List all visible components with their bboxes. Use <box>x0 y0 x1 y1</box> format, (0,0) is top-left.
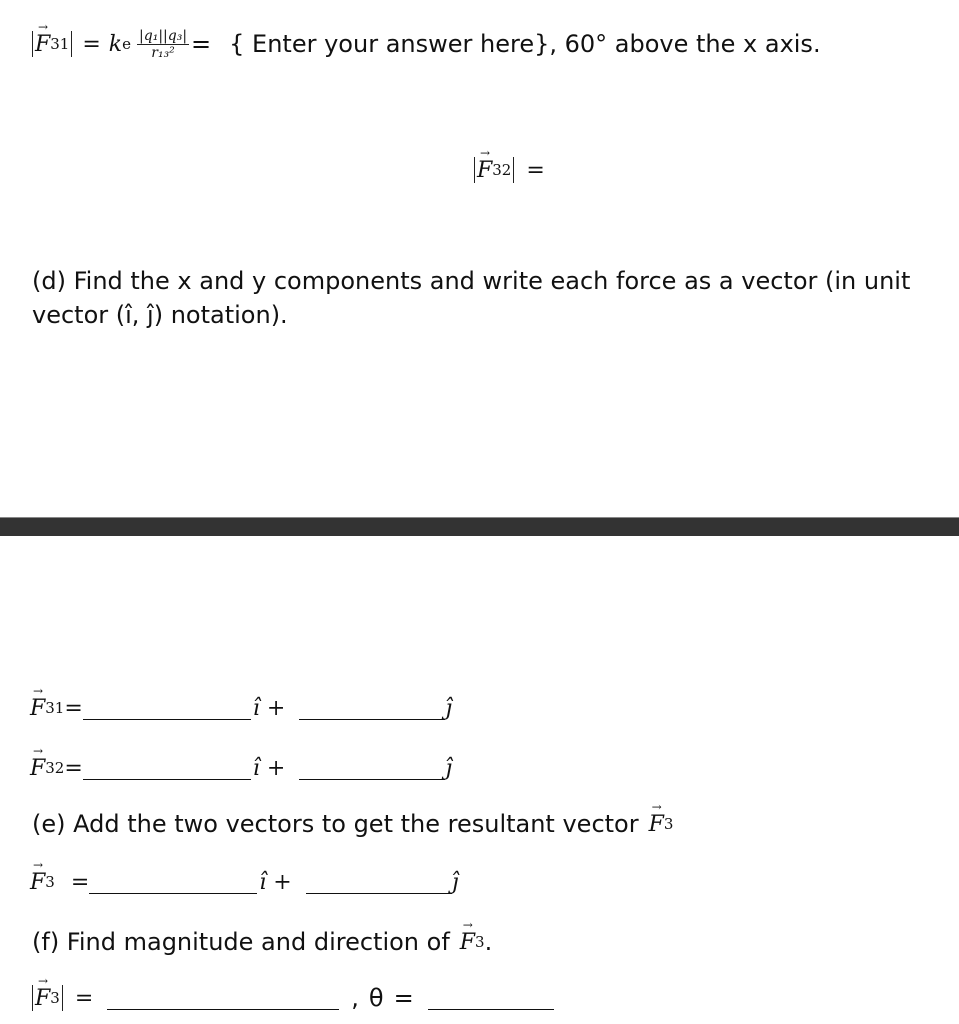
part-f-line <box>32 922 492 962</box>
abs-bar-left <box>32 985 33 1011</box>
f3-symbol: → F <box>649 812 664 837</box>
abs-bar-left <box>474 157 475 183</box>
f3-symbol: → F <box>35 986 50 1011</box>
i-hat-label: ı̂ + <box>252 695 286 721</box>
f3-symbol: → F <box>30 870 45 895</box>
f32-y-blank[interactable] <box>299 757 445 780</box>
equals-sign-2: = <box>191 30 212 58</box>
j-hat-label: ȷ̂ <box>451 869 459 895</box>
magnitude-f32-equation <box>472 150 545 190</box>
f32-symbol: → F <box>30 756 45 781</box>
i-hat-label: ı̂ + <box>259 869 292 895</box>
f31-x-blank[interactable] <box>83 697 251 720</box>
f31-subscript: 31 <box>45 699 65 717</box>
f31-subscript: 31 <box>50 35 70 53</box>
section-divider <box>0 517 959 536</box>
f3-magnitude-blank[interactable] <box>107 987 339 1010</box>
fraction-numerator: |q₁||q₃| <box>139 27 188 44</box>
f32-subscript: 32 <box>45 759 65 777</box>
f3-symbol: → F <box>460 930 475 955</box>
f32-symbol: → F <box>477 158 492 183</box>
f31-symbol: → F <box>30 696 45 721</box>
i-hat-label: ı̂ + <box>252 755 286 781</box>
direction-text: , 60° above the x axis. <box>549 30 821 58</box>
f3-vector-row <box>30 864 459 900</box>
part-d-line2: vector (ı̂, ȷ̂) notation). <box>32 301 288 329</box>
j-hat-label: ȷ̂ <box>445 695 453 721</box>
coulomb-fraction <box>137 28 189 61</box>
equals-sign: = <box>526 157 545 183</box>
f3-x-blank[interactable] <box>89 871 257 894</box>
f3-subscript: 3 <box>50 989 60 1007</box>
equals-sign: = <box>64 695 83 721</box>
f32-x-blank[interactable] <box>83 757 251 780</box>
part-e-text: (e) Add the two vectors to get the resultant vector <box>32 810 639 838</box>
equals-sign: = <box>70 869 90 895</box>
abs-bar-right <box>62 985 63 1011</box>
theta-symbol: θ <box>368 984 384 1012</box>
f3-subscript: 3 <box>45 873 55 891</box>
f31-y-blank[interactable] <box>299 697 445 720</box>
comma: , <box>351 984 359 1012</box>
f31-symbol: → F <box>35 32 50 57</box>
f3-y-blank[interactable] <box>306 871 452 894</box>
coulomb-constant-subscript: e <box>122 35 132 53</box>
f32-subscript: 32 <box>492 161 512 179</box>
fraction-denominator: r₁₃² <box>151 44 175 61</box>
part-e-line <box>32 804 673 844</box>
period: . <box>484 928 493 956</box>
f3-subscript: 3 <box>663 815 674 833</box>
equals-sign: = <box>82 31 101 57</box>
equals-sign: = <box>74 985 94 1011</box>
f3-angle-blank[interactable] <box>428 987 554 1010</box>
f3-magnitude-row <box>30 980 554 1016</box>
j-hat-label: ȷ̂ <box>445 755 453 781</box>
abs-bar-right <box>71 31 72 57</box>
f32-vector-row <box>30 750 452 786</box>
f3-subscript: 3 <box>475 933 485 951</box>
equals-sign: = <box>64 755 83 781</box>
abs-bar-left <box>32 31 33 57</box>
part-f-text: (f) Find magnitude and direction of <box>32 928 450 956</box>
magnitude-f31-equation <box>30 24 821 64</box>
coulomb-constant: k <box>108 31 123 57</box>
theta-equals: = <box>393 984 414 1012</box>
f31-vector-row <box>30 690 452 726</box>
answer-input-placeholder[interactable]: { Enter your answer here} <box>229 30 550 58</box>
part-d-line1: (d) Find the x and y components and write each force as a vector (in unit <box>32 267 911 295</box>
abs-bar-right <box>513 157 514 183</box>
